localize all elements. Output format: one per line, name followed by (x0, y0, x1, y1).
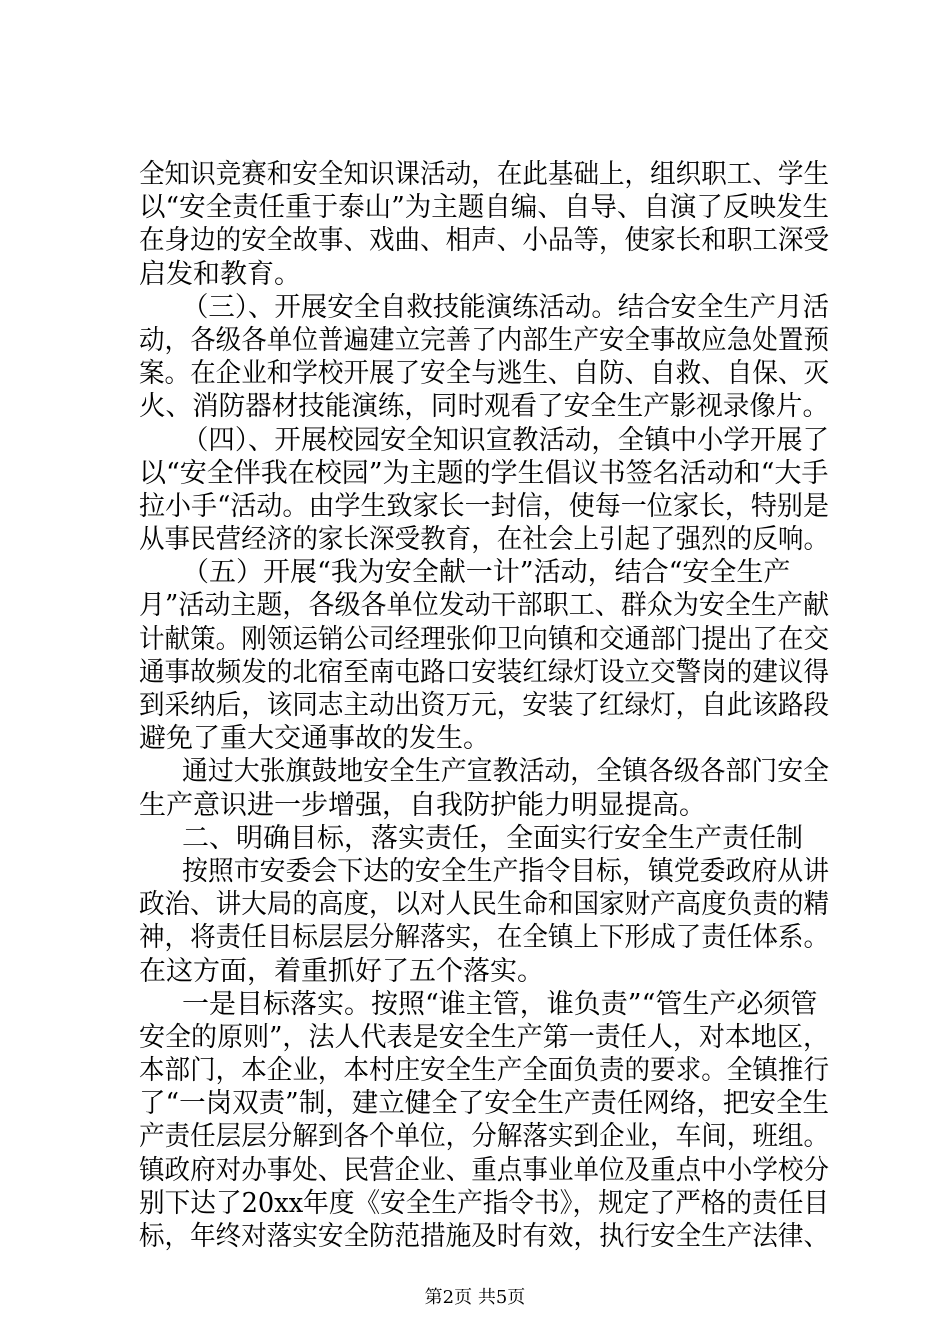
text-line: 计献策。刚领运销公司经理张仰卫向镇和交通部门提出了在交 (139, 623, 829, 655)
text-line: 从事民营经济的家长深受教育，在社会上引起了强烈的反响。 (139, 524, 829, 556)
text-line: 拉小手“活动。由学生致家长一封信，使每一位家长，特别是 (139, 490, 829, 522)
document-body (139, 158, 829, 1253)
text-line: 生产意识进一步增强，自我防护能力明显提高。 (139, 789, 706, 821)
text-line: 以“安全责任重于泰山”为主题自编、自导、自演了反映发生 (139, 192, 829, 224)
text-line: 动，各级各单位普遍建立完善了内部生产安全事故应急处置预 (139, 324, 829, 356)
text-line: 月”活动主题，各级各单位发动干部职工、群众为安全生产献 (139, 590, 829, 622)
text-line: 以“安全伴我在校园”为主题的学生倡议书签名活动和“大手 (139, 457, 829, 489)
text-line: 一是目标落实。按照“谁主管，谁负责”“管生产必须管 (182, 988, 818, 1020)
text-line: 在这方面，着重抓好了五个落实。 (139, 955, 544, 987)
text-line: 标，年终对落实安全防范措施及时有效，执行安全生产法律、 (139, 1221, 829, 1252)
text-line: （三）、开展安全自救技能演练活动。结合安全生产月活 (182, 291, 829, 323)
text-line: 本部门，本企业，本村庄安全生产全面负责的要求。全镇推行 (139, 1055, 829, 1087)
page-number-footer: 第2页 共5页 (424, 1287, 526, 1308)
text-line: 了“一岗双责”制，建立健全了安全生产责任网络，把安全生 (139, 1088, 829, 1120)
text-line: 火、消防器材技能演练，同时观看了安全生产影视录像片。 (139, 391, 829, 423)
text-line: 通事故频发的北宿至南屯路口安装红绿灯设立交警岗的建议得 (139, 656, 829, 688)
text-line: （五）开展“我为安全献一计”活动，结合“安全生产 (182, 557, 791, 589)
text-line: 按照市安委会下达的安全生产指令目标，镇党委政府从讲 (182, 855, 829, 887)
text-line: 镇政府对办事处、民营企业、重点事业单位及重点中小学校分 (139, 1154, 829, 1186)
text-line: 避免了重大交通事故的发生。 (139, 723, 490, 755)
text-line: 别下达了20xx年度《安全生产指令书》，规定了严格的责任目 (139, 1187, 829, 1219)
text-line: 政治、讲大局的高度，以对人民生命和国家财产高度负责的精 (139, 889, 829, 921)
text-line: （四）、开展校园安全知识宣教活动，全镇中小学开展了 (182, 424, 829, 456)
text-line: 全知识竞赛和安全知识课活动，在此基础上，组织职工、学生 (139, 159, 829, 190)
text-line: 案。在企业和学校开展了安全与逃生、自防、自救、自保、灭 (139, 358, 829, 390)
text-line: 到采纳后，该同志主动出资万元，安装了红绿灯，自此该路段 (139, 690, 829, 721)
text-line: 安全的原则”，法人代表是安全生产第一责任人，对本地区， (139, 1021, 829, 1053)
text-line: 通过大张旗鼓地安全生产宣教活动，全镇各级各部门安全 (182, 756, 829, 788)
section-heading: 二、明确目标，落实责任，全面实行安全生产责任制 (182, 822, 803, 854)
text-line: 神，将责任目标层层分解落实，在全镇上下形成了责任体系。 (139, 922, 829, 954)
text-line: 在身边的安全故事、戏曲、相声、小品等，使家长和职工深受 (139, 225, 829, 257)
text-line: 启发和教育。 (139, 258, 301, 290)
text-line: 产责任层层分解到各个单位，分解落实到企业，车间，班组。 (139, 1121, 829, 1153)
